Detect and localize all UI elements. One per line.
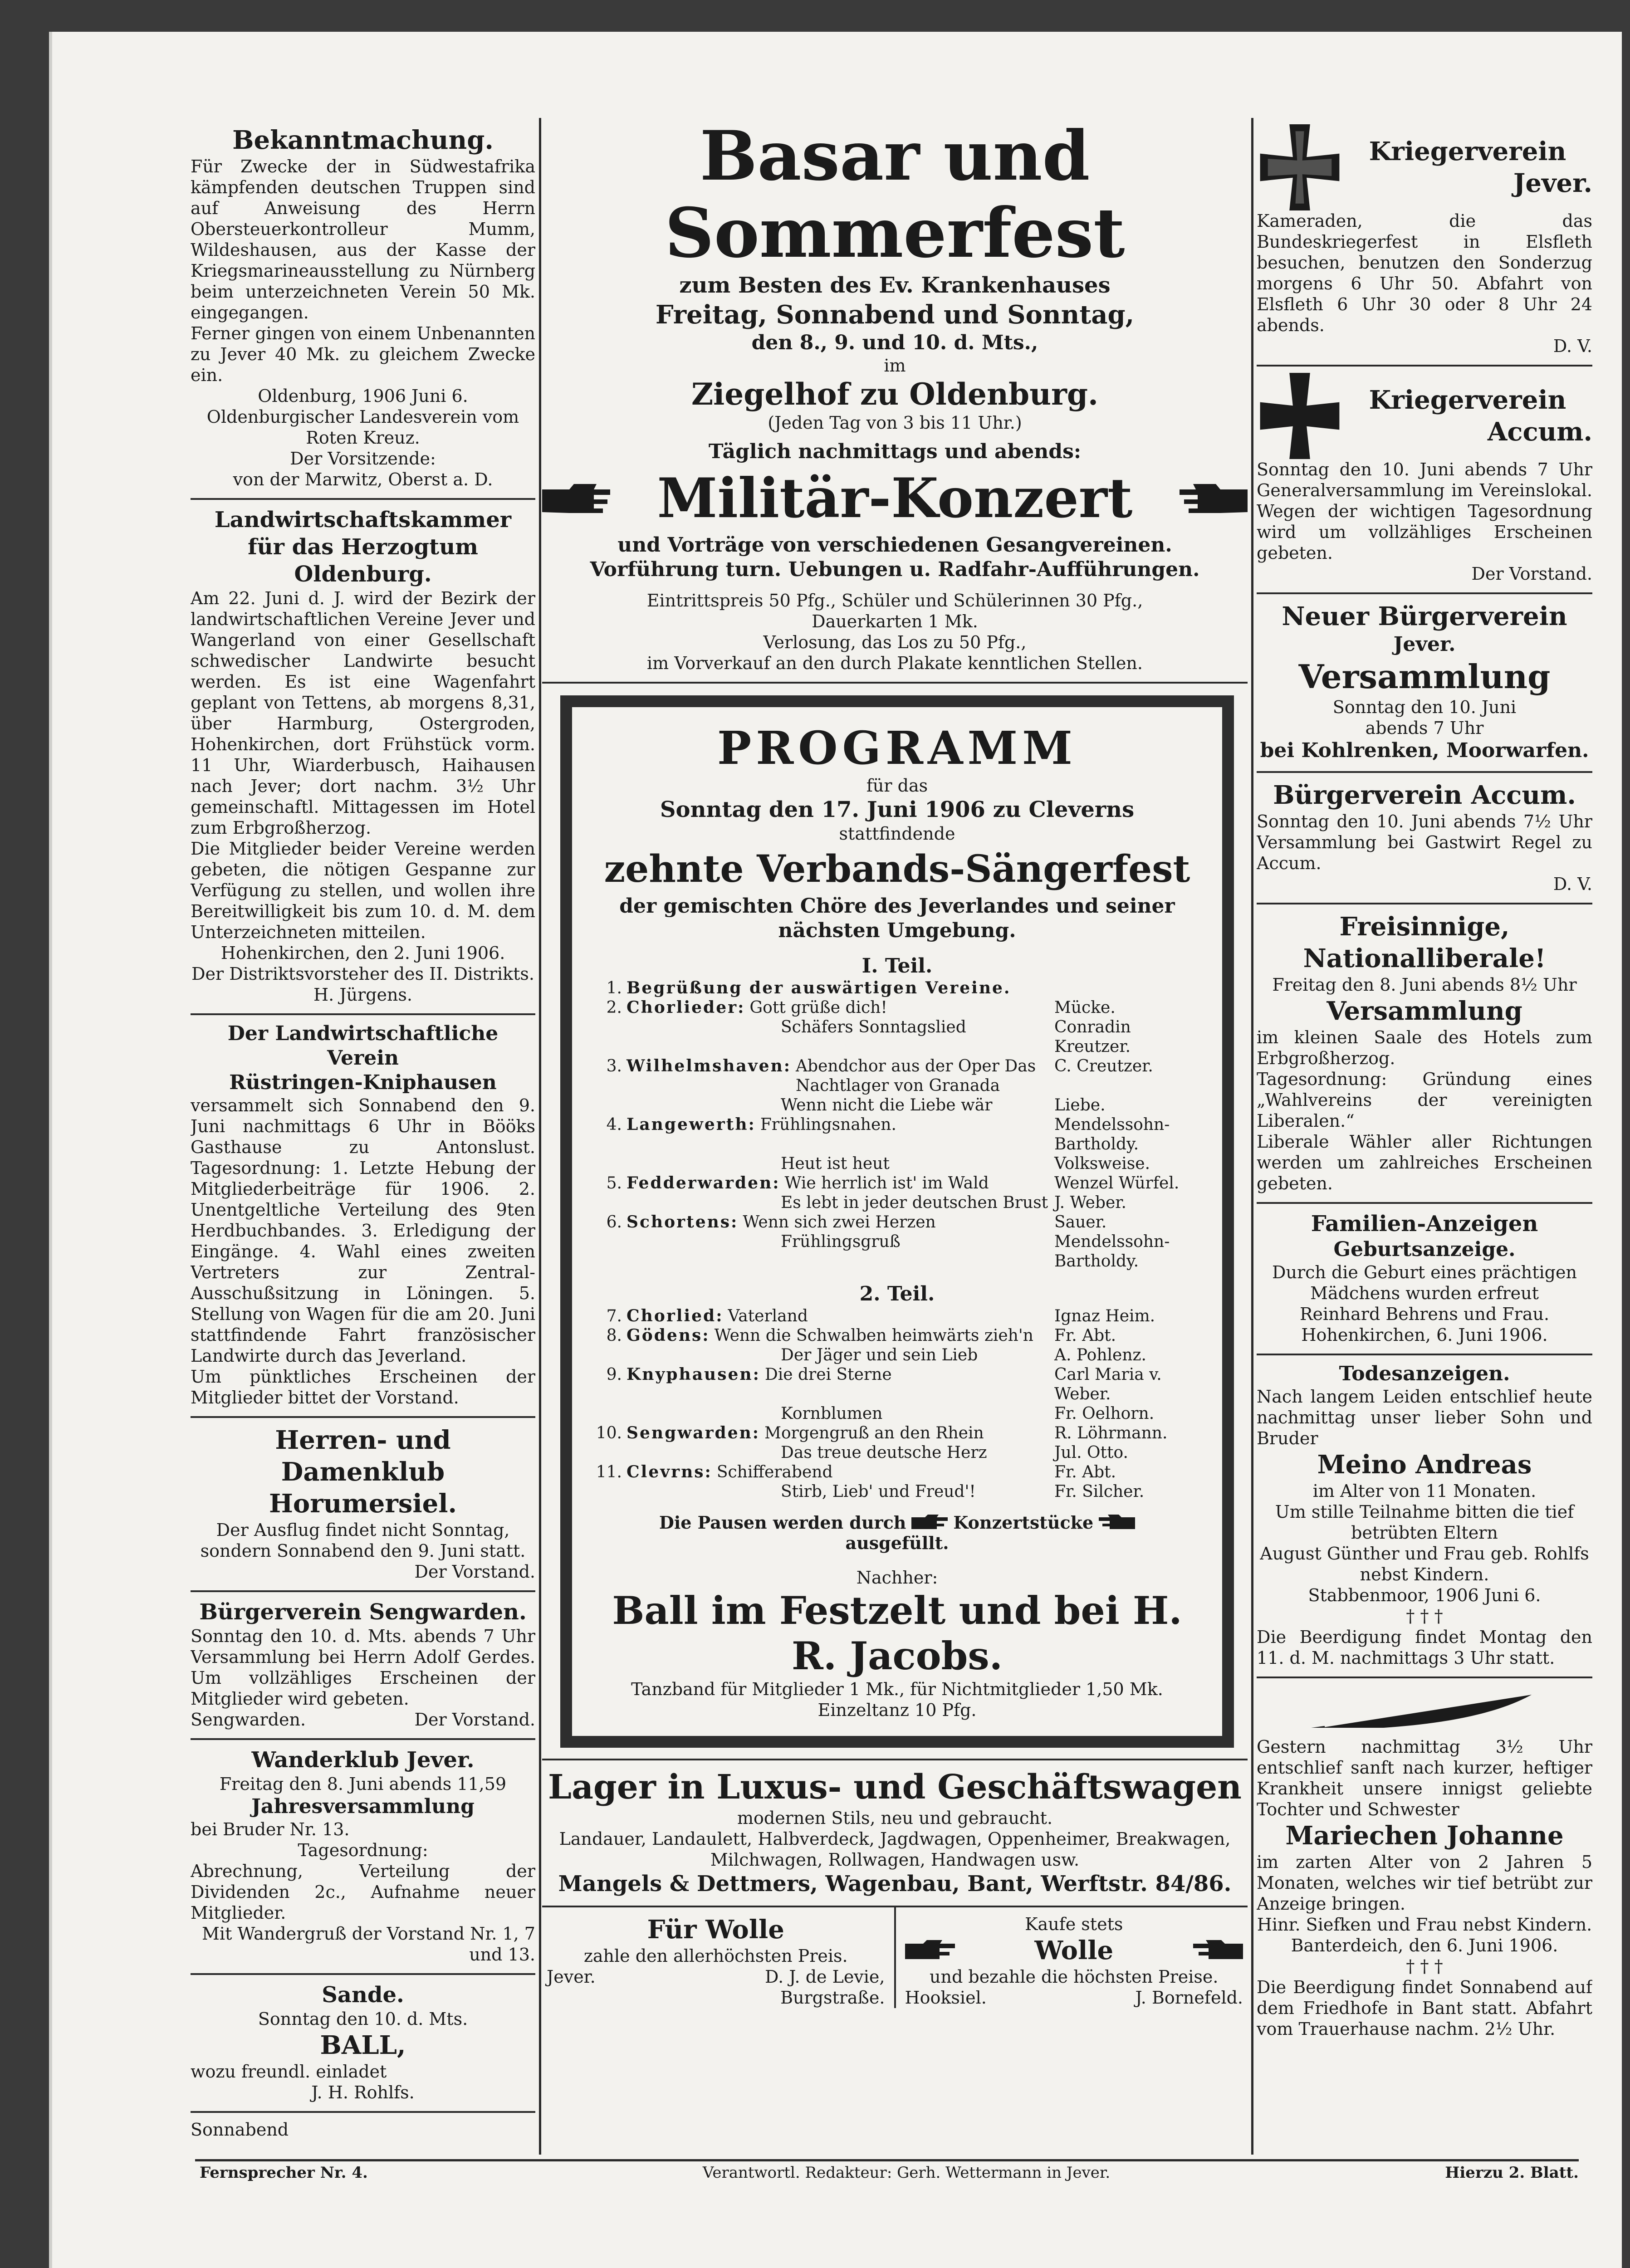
wolle-title-row: [905, 1935, 1243, 1966]
programm-text: Einzeltanz 10 Pfg.: [817, 1700, 977, 1720]
pointing-hand-left-icon: [1099, 1514, 1135, 1532]
ad-crosses: † † †: [1406, 1606, 1443, 1626]
konzert-row: [542, 467, 1248, 530]
ad-date: Stabbenmoor, 1906 Juni 6.: [1308, 1585, 1541, 1605]
programm-row-group: Knyphausen:: [627, 1365, 760, 1384]
ad-wolle-bornefeld: [896, 1907, 1248, 2008]
ad-text: bei Kohlrenken, Moorwarfen.: [1260, 739, 1589, 762]
programm-row-song: [1015, 978, 1054, 998]
programm-row-composer: Fr. Abt.: [1054, 1326, 1116, 1345]
programm-row: [590, 978, 1204, 998]
ad-title: Neuer Bürgerverein: [1282, 601, 1567, 631]
programm-row-group: Clevrns:: [627, 1462, 712, 1481]
ad-text: zahle den allerhöchsten Preis.: [583, 1946, 848, 1966]
ad-sande: [191, 1975, 535, 2113]
programm-row-composer: Mendelssohn-Bartholdy.: [1054, 1115, 1170, 1154]
ad-text: Die Beerdigung findet Sonnabend auf dem Friedhofe in Bant statt. Abfahrt vom Trauerhause nachm. 2½ Uhr.: [1257, 1977, 1592, 2039]
ad-text: Sonntag den 10. Juni abends 7 Uhr Generalversammlung im Vereinslokal. Wegen der wichtigen Tagesordnung wird um vollzähliges Erscheinen gebeten.: [1257, 459, 1592, 563]
feather-quill-icon: [1307, 1685, 1542, 1735]
programm-row-composer: Mücke.: [1054, 998, 1116, 1017]
programm-row-song: Abendchor aus der Oper Das Nachtlager von Granada: [796, 1057, 1036, 1095]
ad-title: Landwirtschaftskammer: [214, 507, 512, 533]
ad-text: den 8., 9. und 10. d. Mts.,: [751, 331, 1038, 354]
programm-title: PROGRAMM: [717, 721, 1077, 775]
footer-phone: Fernsprecher Nr. 4.: [200, 2164, 368, 2182]
programm-row-composer: R. Löhrmann.: [1054, 1424, 1168, 1442]
programm-row-composer: Ignaz Heim.: [1054, 1307, 1155, 1325]
feather-row: [1257, 1685, 1592, 1736]
programm-row-group: Wilhelmshaven:: [627, 1056, 792, 1075]
page-footer: [200, 2161, 1579, 2184]
programm-pause-row: [590, 1512, 1204, 1533]
programm-row-number: [590, 1017, 627, 1056]
ad-text: und Vorträge von verschiedenen Gesangvereinen.: [617, 533, 1172, 557]
ad-text: Sonntag den 10. d. Mts.: [258, 2009, 468, 2029]
ad-schellfische: [191, 2113, 535, 2139]
ad-title: Der Landwirtschaftliche Verein: [227, 1022, 499, 1070]
ad-text: Tagesordnung: Gründung eines „Wahlvereins der vereinigten Liberalen.“: [1257, 1069, 1592, 1131]
programm-row-number: 6.: [606, 1213, 622, 1232]
ad-text: abends 7 Uhr: [1365, 718, 1484, 738]
ad-text: Um stille Teilnahme bitten die tief betrübten Eltern: [1275, 1502, 1574, 1543]
ad-text: Freitag den 8. Juni abends 11,59: [219, 1774, 507, 1794]
ad-subtitle: Jever.: [1513, 168, 1592, 198]
programm-row-song: Es lebt in jeder deutschen Brust: [781, 1193, 1048, 1212]
ad-date: Oldenburg, 1906 Juni 6.: [258, 386, 468, 406]
ad-place: Ziegelhof zu Oldenburg.: [691, 376, 1098, 412]
programm-row-song: Frühlingsnahen.: [760, 1115, 896, 1134]
ad-title: Wolle: [1034, 1936, 1114, 1965]
ad-subtitle: für das Herzogtum Oldenburg.: [248, 534, 478, 587]
ad-highlight: BALL,: [320, 2030, 406, 2060]
programm-row: [590, 1462, 1204, 1482]
programm-row-composer: Conradin Kreutzer.: [1054, 1018, 1131, 1056]
ad-signature: D. J. de Levie,: [764, 1967, 885, 1987]
programm-row-song: Heut ist heut: [781, 1154, 890, 1173]
ad-text: Durch die Geburt eines prächtigen Mädchens wurden erfreut: [1272, 1262, 1577, 1303]
ad-kriegerverein-jever: [1257, 118, 1592, 367]
programm-row: [590, 1115, 1204, 1154]
ad-title: Herren- und Damenklub: [275, 1425, 451, 1487]
ad-bekanntmachung: [191, 118, 535, 500]
programm-text: Die Pausen werden durch: [659, 1512, 906, 1533]
programm-row-group: Begrüßung der auswärtigen Vereine.: [627, 978, 1011, 997]
ad-name: Meino Andreas: [1317, 1450, 1532, 1480]
ad-highlight: Militär-Konzert: [657, 466, 1133, 530]
programm-row-group: Gödens:: [627, 1326, 710, 1345]
ad-ruestringen: [191, 1015, 535, 1418]
programm-text: Tanzband für Mitglieder 1 Mk., für Nichtmitglieder 1,50 Mk.: [631, 1679, 1163, 1699]
programm-row: [590, 1154, 1204, 1173]
ad-header-row: [1257, 373, 1592, 459]
programm-row-composer: Carl Maria v. Weber.: [1054, 1365, 1162, 1403]
programm-date: Sonntag den 17. Juni 1906 zu Cleverns: [660, 797, 1135, 822]
programm-row: [590, 998, 1204, 1017]
programm-row-number: [590, 1232, 627, 1271]
left-column: [191, 118, 535, 2139]
programm-text: ausgefüllt.: [845, 1533, 949, 1553]
ad-text: Gestern nachmittag 3½ Uhr entschlief sanft nach kurzer, heftiger Krankheit unsere innigst geliebte Tochter und Schwester: [1257, 1737, 1592, 1819]
ad-address: Burgstraße.: [780, 1988, 885, 2008]
ad-title: Lager in Luxus- und Geschäftswagen: [548, 1768, 1242, 1807]
ad-todesanzeige-mariechen: [1257, 1678, 1592, 2048]
ad-signature: D. V.: [1553, 874, 1592, 894]
column-rule-left: [539, 118, 541, 2155]
ad-price: im Vorverkauf an den durch Plakate kenntlichen Stellen.: [647, 653, 1143, 673]
ad-todesanzeige-meino: [1257, 1355, 1592, 1678]
ad-crosses: † † †: [1406, 1956, 1443, 1976]
ad-text: im Alter von 11 Monaten.: [1312, 1481, 1537, 1501]
ad-subtitle: Jever.: [1393, 633, 1456, 656]
programm-row-group: [627, 1232, 781, 1271]
ad-header-row: [1257, 124, 1592, 210]
ad-subtitle: Geburtsanzeige.: [1333, 1238, 1516, 1261]
ad-buergerverein-sengwarden: [191, 1592, 535, 1740]
programm-row-song: Morgengruß an den Rhein: [764, 1424, 984, 1442]
iron-cross-icon: [1257, 373, 1343, 459]
ad-text: Täglich nachmittags und abends:: [708, 440, 1082, 463]
programm-row-number: [590, 1095, 627, 1115]
programm-row-composer: Fr. Oelhorn.: [1054, 1404, 1155, 1423]
ad-text: Sonnabend: [191, 2120, 289, 2139]
programm-row-composer: Mendelssohn-Bartholdy.: [1054, 1232, 1170, 1271]
ad-price: Verlosung, das Los zu 50 Pfg.,: [763, 632, 1027, 652]
ad-place: Hooksiel.: [905, 1988, 987, 2008]
ad-title-group: [1343, 384, 1592, 448]
ad-text: Kameraden, die das Bundeskriegerfest in Elsfleth besuchen, benutzen den Sonderzug morgens 6 Uhr 50. Abfahrt von Elsfleth 6 Uhr 30 oder 8 Uhr 24 abends.: [1257, 211, 1592, 335]
ad-names: Reinhard Behrens und Frau.: [1299, 1304, 1550, 1324]
programm-row-number: 9.: [606, 1365, 622, 1384]
programm-row-song: Schifferabend: [716, 1463, 833, 1481]
right-column: [1257, 118, 1592, 2139]
programm-row: [590, 1173, 1204, 1193]
programm-row-group: [627, 1017, 781, 1056]
programm-row-song: Kornblumen: [781, 1404, 883, 1423]
programm-row-composer: Jul. Otto.: [1054, 1443, 1128, 1462]
programm-row-group: Fedderwarden:: [627, 1173, 780, 1193]
programm-part-heading: 2. Teil.: [859, 1282, 935, 1305]
programm-row-number: 1.: [606, 979, 622, 997]
ad-subtitle: Nationalliberale!: [1303, 943, 1546, 973]
programm-frame: [560, 695, 1234, 1748]
programm-row-number: 4.: [606, 1115, 622, 1134]
programm-row-composer: A. Pohlenz.: [1054, 1346, 1146, 1364]
programm-row-composer: Liebe.: [1054, 1096, 1106, 1114]
programm-row: [590, 1306, 1204, 1326]
programm-row-number: 2.: [606, 998, 622, 1017]
programm-row-composer: Volksweise.: [1054, 1154, 1150, 1173]
programm-row-group: [627, 1443, 781, 1462]
ad-highlight: Versammlung: [1327, 996, 1522, 1026]
programm-row-group: [627, 1482, 781, 1501]
ad-text: Sonntag den 10. d. Mts. abends 7 Uhr Versammlung bei Herrn Adolf Gerdes. Um vollzähliges Erscheinen der Mitglieder wird gebeten.: [191, 1626, 535, 1709]
ad-text: zum Besten des Ev. Krankenhauses: [679, 273, 1111, 298]
ad-subtitle: Horumersiel.: [269, 1489, 457, 1519]
ad-text: Ferner gingen von einem Unbenannten zu Jever 40 Mk. zu gleichem Zwecke ein.: [191, 323, 535, 385]
ad-text: Landauer, Landaulett, Halbverdeck, Jagdwagen, Oppenheimer, Breakwagen,: [559, 1829, 1231, 1849]
programm-row-song: Die drei Sterne: [764, 1365, 892, 1384]
programm-row-song: Gott grüße dich!: [749, 998, 887, 1017]
column-rule-right: [1251, 118, 1253, 2155]
programm-text: stattfindende: [839, 824, 955, 844]
ad-signature: D. V.: [1553, 336, 1592, 356]
programm-row: [590, 1443, 1204, 1462]
programm-row-number: 3.: [606, 1057, 622, 1075]
ad-text: (Jeden Tag von 3 bis 11 Uhr.): [768, 413, 1022, 433]
iron-cross-icon: [1257, 124, 1343, 210]
programm-ball: Ball im Festzelt und bei H. R. Jacobs.: [612, 1588, 1182, 1678]
programm-row-group: Sengwarden:: [627, 1423, 760, 1442]
ad-text: und bezahle die höchsten Preise.: [930, 1967, 1219, 1987]
programm-row-number: 10.: [596, 1424, 622, 1442]
programm-part-2-list: [590, 1306, 1204, 1501]
ad-signature: J. Bornefeld.: [1135, 1988, 1243, 2008]
ad-buergerverein-accum: [1257, 773, 1592, 904]
pointing-hand-right-icon: [911, 1514, 948, 1532]
programm-text: für das: [866, 776, 928, 796]
programm-row-number: [590, 1482, 627, 1501]
ad-signature: Der Vorstand.: [414, 1562, 535, 1582]
footer-editor: Verantwortl. Redakteur: Gerh. Wettermann in Jever.: [702, 2164, 1111, 2182]
ad-text: Freitag, Sonnabend und Sonntag,: [655, 300, 1135, 330]
ad-footer-row: [191, 1709, 535, 1730]
programm-row-composer: Sauer.: [1054, 1213, 1107, 1232]
ad-landwirtschaftskammer: [191, 500, 535, 1015]
ad-text: im zarten Alter von 2 Jahren 5 Monaten, welches wir tief betrübt zur Anzeige bringen.: [1257, 1852, 1592, 1914]
programm-row-number: [590, 1443, 627, 1462]
ad-text: Für Zwecke der in Südwestafrika kämpfenden deutschen Truppen sind auf Anweisung des Herrn Obersteuerkontrolleur Mumm, Wildeshausen, aus der Kasse der Kriegsmarineausstellung zu Nürnberg beim unterzeichneten Verein 50 Mk. eingegangen.: [191, 156, 535, 323]
programm-row-number: [590, 1154, 627, 1173]
ad-title: Sande.: [322, 1982, 404, 2008]
ad-text: wozu freundl. einladet: [191, 2062, 387, 2082]
programm-row-song: Stirb, Lieb' und Freud'!: [781, 1482, 976, 1501]
ad-footer-row: [547, 1966, 885, 1987]
ad-title: Todesanzeigen.: [1339, 1362, 1510, 1385]
middle-column: [542, 116, 1248, 2143]
ad-text: im: [884, 356, 906, 376]
programm-row-song: Das treue deutsche Herz: [781, 1443, 987, 1462]
ad-date: Hohenkirchen, 6. Juni 1906.: [1301, 1325, 1548, 1345]
ad-signature: Der Vorstand.: [1471, 564, 1592, 584]
programm-row-number: 7.: [606, 1307, 622, 1325]
programm-row-number: 11.: [596, 1463, 622, 1481]
programm-row: [590, 1345, 1204, 1365]
ad-text: Vorführung turn. Uebungen u. Radfahr-Aufführungen.: [590, 558, 1200, 581]
programm-row-group: Langewerth:: [627, 1115, 756, 1134]
ad-name: Mariechen Johanne: [1285, 1821, 1564, 1851]
pointing-hand-right-icon: [542, 480, 610, 517]
ad-neuer-buergerverein: [1257, 594, 1592, 773]
programm-row-group: [627, 1345, 781, 1365]
programm-row: [590, 1056, 1204, 1095]
ad-signature: Der Vorstand.: [414, 1710, 535, 1730]
ad-title: Freisinnige,: [1339, 912, 1510, 942]
programm-text: Nachher:: [856, 1568, 938, 1588]
programm-row-song: Wenn sich zwei Herzen: [743, 1213, 936, 1232]
ad-signature: von der Marwitz, Oberst a. D.: [233, 469, 493, 489]
ad-text: Am 22. Juni d. J. wird der Bezirk der landwirtschaftlichen Vereine Jever und Wangerland von einer Gesellschaft schwedischer Landwirte besucht werden. Es ist eine Wagenfahrt geplant von Tettens, ab morgens 8,31, über Harmburg, Ostergroden, Hohenkirchen, dort Frühstück vorm. 11 Uhr, Wiarderbusch, Haihausen nach Jever; dort nachm. 3½ Uhr gemeinschaftl. Mittagessen im Hotel zum Erbgroßherzog.: [191, 588, 535, 838]
ad-date: Banterdeich, den 6. Juni 1906.: [1291, 1936, 1558, 1955]
programm-row-song: Frühlingsgruß: [781, 1232, 901, 1251]
ad-signature: J. H. Rohlfs.: [311, 2082, 415, 2102]
programm-row: [590, 1212, 1204, 1232]
programm-row-song: Wenn die Schwalben heimwärts zieh'n: [714, 1326, 1033, 1345]
programm-row-number: [590, 1193, 627, 1212]
ad-org: Oldenburgischer Landesverein vom Roten Kreuz.: [206, 407, 519, 448]
ad-title: Kriegerverein: [1369, 385, 1566, 415]
ad-role: Der Vorsitzende:: [290, 449, 436, 469]
programm-desc: nächsten Umgebung.: [778, 919, 1016, 942]
ad-freisinnige: [1257, 904, 1592, 1204]
programm-row: [590, 1404, 1204, 1423]
programm-row-song: Wenn nicht die Liebe wär: [781, 1096, 993, 1114]
programm-row-composer: Fr. Abt.: [1054, 1463, 1116, 1481]
programm-row-group: Chorlieder:: [627, 998, 745, 1017]
ad-place: Jever.: [547, 1967, 596, 1987]
ad-title: Für Wolle: [647, 1915, 784, 1945]
ad-wanderklub: [191, 1740, 535, 1975]
programm-row-composer: C. Creutzer.: [1054, 1057, 1153, 1075]
ad-text: Sonntag den 10. Juni: [1332, 697, 1517, 717]
ad-title: Kriegerverein: [1369, 137, 1566, 166]
programm-row-number: [590, 1345, 627, 1365]
ad-names: Hinr. Siefken und Frau nebst Kindern.: [1257, 1915, 1592, 1935]
programm-row: [590, 1326, 1204, 1345]
programm-row-composer: Fr. Silcher.: [1054, 1482, 1145, 1501]
ad-text: bei Bruder Nr. 13.: [191, 1819, 350, 1839]
ad-text: Sonntag den 10. Juni abends 7½ Uhr Versammlung bei Gastwirt Regel zu Accum.: [1257, 811, 1592, 873]
programm-row: [590, 1232, 1204, 1271]
programm-text: Konzertstücke: [953, 1512, 1094, 1533]
ad-place: Sengwarden.: [191, 1710, 306, 1730]
programm-row: [590, 1365, 1204, 1404]
ad-signature: Mit Wandergruß der Vorstand Nr. 1, 7 und 13.: [202, 1924, 535, 1965]
ad-text: modernen Stils, neu und gebraucht.: [737, 1808, 1053, 1828]
ad-date: Hohenkirchen, den 2. Juni 1906.: [220, 943, 505, 963]
programm-row-group: Schortens:: [627, 1212, 739, 1232]
ad-text: Tagesordnung:: [298, 1840, 428, 1860]
ad-subtitle: Jahresversammlung: [251, 1795, 475, 1818]
ad-title-group: [1343, 136, 1592, 199]
ad-text: Abrechnung, Verteilung der Dividenden 2c., Aufnahme neuer Mitglieder.: [191, 1861, 535, 1923]
programm-row: [590, 1193, 1204, 1212]
programm-row: [590, 1095, 1204, 1115]
ad-role: Der Distriktsvorsteher des II. Distrikts.: [191, 964, 534, 984]
programm-part-1-list: [590, 978, 1204, 1271]
programm-row-number: [590, 1404, 627, 1423]
programm-row-composer: J. Weber.: [1054, 1193, 1126, 1212]
ad-subtitle: Rüstringen-Kniphausen: [229, 1071, 497, 1094]
footer-supplement: Hierzu 2. Blatt.: [1445, 2164, 1579, 2182]
programm-row-group: [627, 1095, 781, 1115]
programm-row-number: 8.: [606, 1326, 622, 1345]
ad-text: Kaufe stets: [1025, 1914, 1123, 1934]
ad-text: Die Beerdigung findet Montag den 11. d. M. nachmittags 3 Uhr statt.: [1257, 1627, 1592, 1668]
ad-highlight: Versammlung: [1298, 657, 1551, 696]
ad-price: Eintrittspreis 50 Pfg., Schüler und Schülerinnen 30 Pfg.,: [646, 591, 1143, 611]
programm-row-group: Chorlied:: [627, 1306, 724, 1325]
programm-row-composer: Wenzel Würfel.: [1054, 1174, 1180, 1193]
ad-firm: Mangels & Dettmers, Wagenbau, Bant, Werftstr. 84/86.: [558, 1871, 1232, 1897]
ad-text: Der Ausflug findet nicht Sonntag, sondern Sonnabend den 9. Juni statt.: [200, 1520, 526, 1561]
ad-familien-anzeigen: [1257, 1204, 1592, 1355]
ad-kriegerverein-accum: [1257, 367, 1592, 594]
ad-title: Basar und Sommerfest: [665, 116, 1125, 273]
ad-text: Nach langem Leiden entschlief heute nachmittag unser lieber Sohn und Bruder: [1257, 1387, 1592, 1448]
programm-row-song: Der Jäger und sein Lieb: [781, 1346, 978, 1364]
ad-text: im kleinen Saale des Hotels zum Erbgroßherzog.: [1257, 1027, 1592, 1068]
programm-row-song: Wie herrlich ist' im Wald: [784, 1174, 989, 1193]
pointing-hand-right-icon: [905, 1939, 955, 1962]
ad-title: Familien-Anzeigen: [1311, 1211, 1538, 1237]
wolle-row: [542, 1907, 1248, 2008]
ad-subtitle: Accum.: [1487, 417, 1592, 447]
programm-fest: zehnte Verbands-Sängerfest: [604, 847, 1190, 891]
pointing-hand-left-icon: [1180, 480, 1248, 517]
ad-footer-row: [905, 1987, 1243, 2008]
programm-row-number: 5.: [606, 1174, 622, 1193]
programm-row-composer: [1054, 978, 1204, 998]
programm-row-song: Schäfers Sonntagslied: [781, 1018, 966, 1036]
ad-title: Wanderklub Jever.: [251, 1747, 475, 1773]
ad-text: Liberale Wähler aller Richtungen werden um zahlreiches Erscheinen gebeten.: [1257, 1132, 1592, 1193]
pointing-hand-left-icon: [1193, 1939, 1243, 1962]
ad-title: Bürgerverein Sengwarden.: [199, 1599, 527, 1625]
ad-text: Freitag den 8. Juni abends 8½ Uhr: [1272, 975, 1577, 995]
ad-text: Milchwagen, Rollwagen, Handwagen usw.: [710, 1850, 1080, 1870]
programm-row: [590, 1423, 1204, 1443]
ad-text: versammelt sich Sonnabend den 9. Juni nachmittags 6 Uhr in Bööks Gasthause zu Antonslust. Tagesordnung: 1. Letzte Hebung der Mitgliederbeiträge für 1906. 2. Unentgeltliche Verteilung des 9ten Herdbuchbandes. 3. Erledigung der Eingänge. 4. Wahl eines zweiten Vertreters zur Zentral-Ausschußsitzung in Löningen. 5. Stellung von Wagen für die am 20. Juni stattfindende Fahrt französischer Landwirte durch das Jeverland.: [191, 1095, 535, 1366]
ad-names: August Günther und Frau geb. Rohlfs nebst Kindern.: [1260, 1544, 1589, 1584]
ad-title: Bürgerverein Accum.: [1273, 780, 1576, 810]
ad-signature: H. Jürgens.: [313, 985, 413, 1005]
ad-text: Die Mitglieder beider Vereine werden gebeten, die nötigen Gespanne zur Verfügung zu stellen, und wollen ihre Bereitwilligkeit bis zum 10. d. M. dem Unterzeichneten mitteilen.: [191, 839, 535, 942]
programm-row: [590, 1017, 1204, 1056]
ad-herrenklub: [191, 1418, 535, 1592]
programm-row-group: [627, 1404, 781, 1423]
programm-row-group: [627, 1154, 781, 1173]
ad-text: Um pünktliches Erscheinen der Mitglieder bittet der Vorstand.: [191, 1367, 535, 1408]
ad-basar: [542, 116, 1248, 684]
programm-part-heading: I. Teil.: [862, 954, 933, 978]
ad-price: Dauerkarten 1 Mk.: [812, 611, 978, 631]
programm-row-group: [627, 1193, 781, 1212]
programm-row-song: Vaterland: [728, 1307, 808, 1325]
programm-row: [590, 1482, 1204, 1501]
programm-desc: der gemischten Chöre des Jeverlandes und seiner: [619, 894, 1175, 918]
ad-title: Bekanntmachung.: [232, 125, 494, 155]
ad-lager: [542, 1759, 1248, 1907]
ad-wolle-levie: [542, 1907, 896, 2008]
